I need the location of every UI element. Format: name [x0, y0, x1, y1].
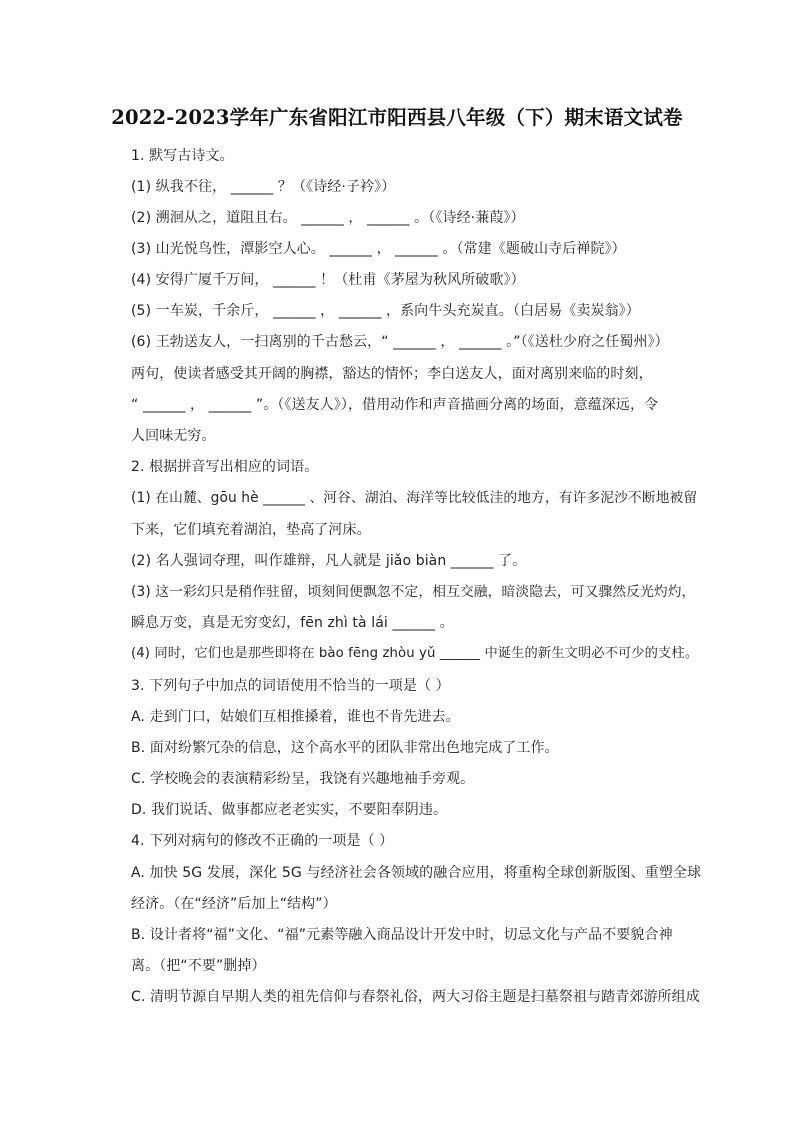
question-3-option-b: B. 面对纷繁冗杂的信息，这个高水平的团队非常出色地完成了工作。 — [131, 740, 559, 756]
question-2-item-3-cont: 瞬息万变，真是无穷变幻，fēn zhì tà lái ______ 。 — [131, 615, 454, 631]
question-3-option-a: A. 走到门口，姑娘们互相推搡着，谁也不肯先进去。 — [131, 709, 460, 725]
question-2-item-4: (4) 同时，它们也是那些即将在 bào fēng zhòu yǔ ______ 中诞生的新生文明必不可少的支柱。 — [131, 646, 699, 661]
question-1-item-5: (5) 一车炭，千余斤， ______ ， ______ ，系向牛头充炭直。（白居易《卖炭翁》） — [131, 303, 640, 319]
question-2-item-3: (3) 这一彩幻只是稍作驻留，顷刻间便飘忽不定，相互交融，暗淡隐去，可又骤然反光灼灼， — [131, 584, 696, 600]
question-4-option-a: A. 加快 5G 发展，深化 5G 与经济社会各领域的融合应用，将重构全球创新版图、重塑全球 — [131, 865, 702, 881]
question-1-item-6: (6) 王勃送友人，一扫离别的千古愁云，“ ______ ， ______ 。”（《送杜少府之任蜀州》） — [131, 334, 669, 350]
question-1-item-6-cont: 人回味无穷。 — [131, 428, 216, 444]
question-1-item-3: (3) 山光悦鸟性，潭影空人心。 ______ ， ______ 。（常建《题破山寺后禅院》） — [131, 241, 626, 257]
question-4-option-b: B. 设计者将“福”文化、“福”元素等融入商品设计开发中时，切忌文化与产品不要貌合神 — [131, 927, 673, 943]
question-4-option-a-cont: 经济。（在“经济”后加上“结构”） — [131, 896, 337, 912]
question-4-heading: 4. 下列对病句的修改不正确的一项是（ ） — [131, 833, 394, 849]
question-1-item-6-cont: “ ______ ， ______ ”。（《送友人》），借用动作和声音描画分离的场面，意蕴深远，令 — [131, 397, 659, 413]
question-2-heading: 2. 根据拼音写出相应的词语。 — [131, 459, 319, 475]
question-2-item-1-cont: 下来，它们填充着湖泊，垫高了河床。 — [131, 522, 371, 538]
question-1-item-6-cont: 两句，使读者感受其开阔的胸襟，豁达的情怀；李白送友人，面对离别来临的时刻， — [131, 366, 653, 382]
question-1-heading: 1. 默写古诗文。 — [131, 148, 234, 164]
question-3-option-d: D. 我们说话、做事都应老老实实，不要阳奉阴违。 — [131, 802, 448, 818]
question-4-option-c: C. 清明节源自早期人类的祖先信仰与春祭礼俗，两大习俗主题是扫墓祭祖与踏青郊游所组成 — [131, 989, 700, 1005]
question-3-option-c: C. 学校晚会的表演精彩纷呈，我饶有兴趣地袖手旁观。 — [131, 771, 475, 787]
question-1-item-4: (4) 安得广厦千万间， ______ ！（杜甫《茅屋为秋风所破歌》） — [131, 272, 525, 288]
question-2-item-2: (2) 名人强词夺理，叫作雄辩，凡人就是 jiǎo biàn ______ 了。 — [131, 553, 527, 569]
question-2-item-1: (1) 在山麓、gōu hè ______ 、河谷、湖泊、海洋等比较低洼的地方，有许多泥沙不断地被留 — [131, 490, 698, 506]
exam-title: 2022-2023学年广东省阳江市阳西县八年级（下）期末语文试卷 — [111, 106, 683, 129]
question-1-item-1: (1) 纵我不往， ______ ？（《诗经·子衿》） — [131, 179, 396, 195]
question-1-item-2: (2) 溯洄从之，道阻且右。 ______ ， ______ 。（《诗经·蒹葭》） — [131, 210, 525, 226]
question-4-option-b-cont: 离。（把“不要”删掉） — [131, 958, 266, 974]
question-3-heading: 3. 下列句子中加点的词语使用不恰当的一项是（ ） — [131, 678, 450, 694]
